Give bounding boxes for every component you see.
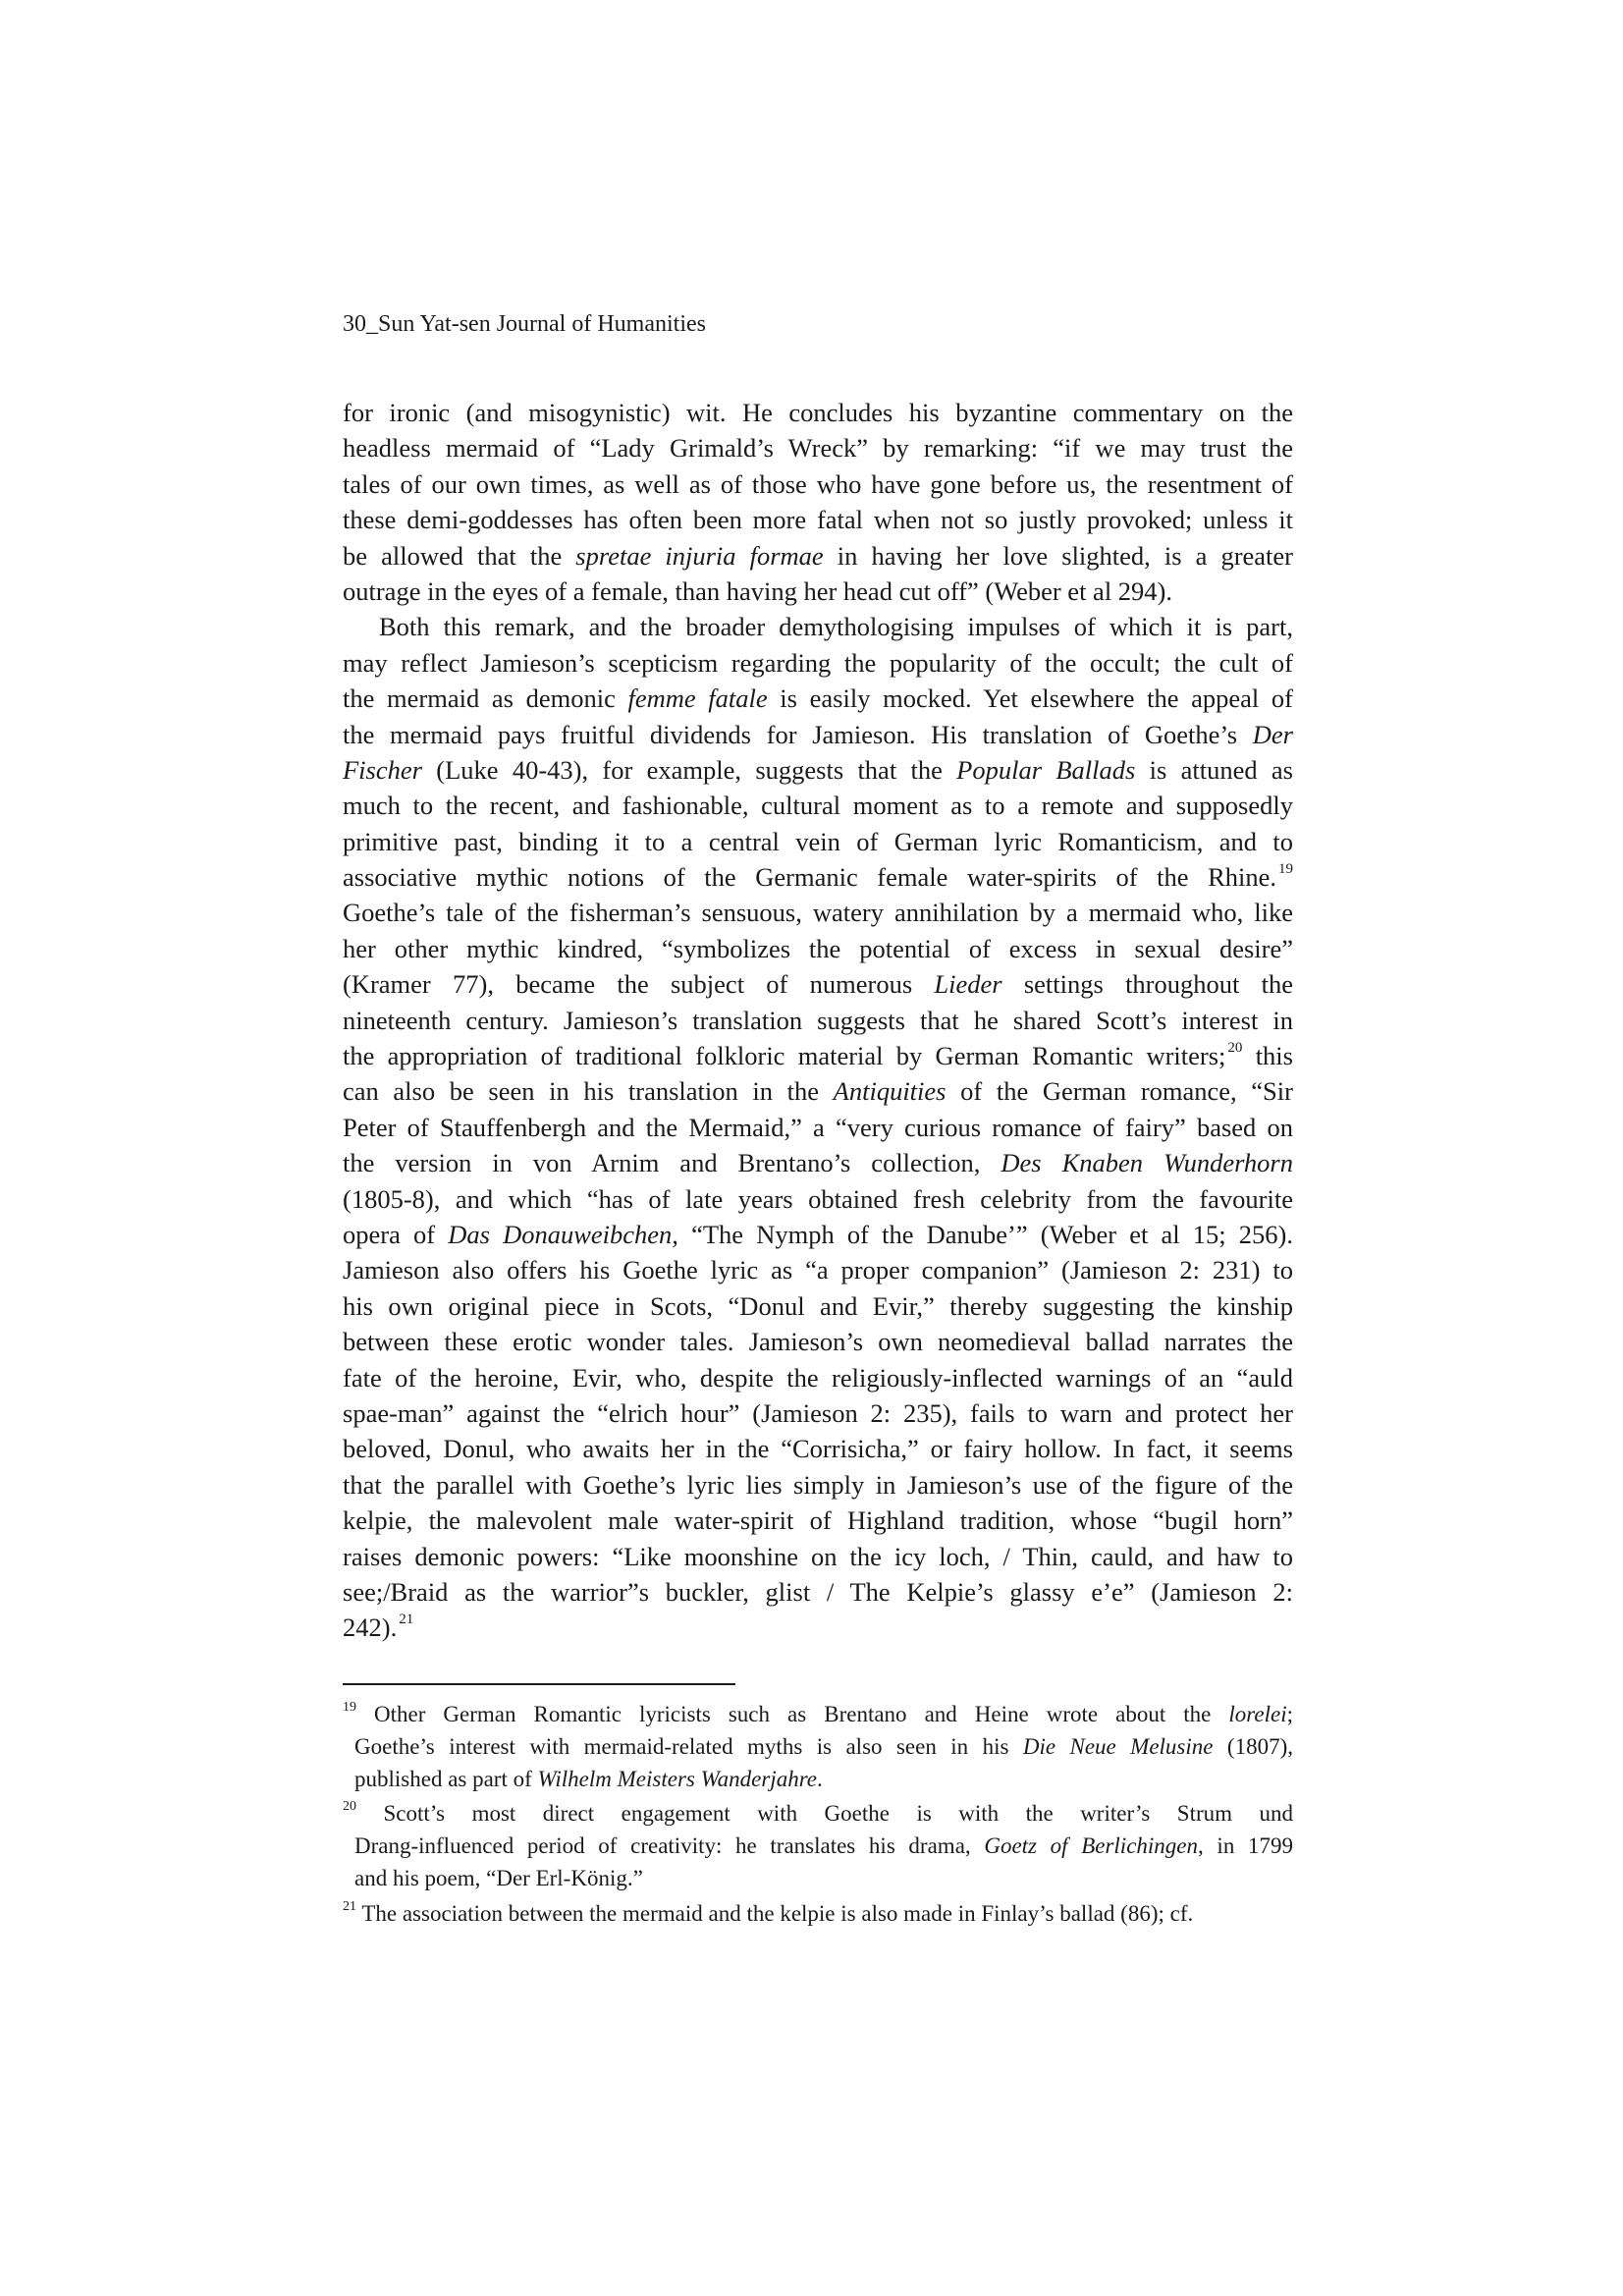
body-line: headless mermaid of “Lady Grimald’s Wreck” by remarking: “if we may trust the: [343, 433, 1293, 464]
italic-phrase: Wilhelm Meisters Wanderjahre: [537, 1766, 818, 1791]
footnote-ref-20[interactable]: 20: [1227, 1040, 1243, 1057]
body-line: outrage in the eyes of a female, than having her head cut off” (Weber et al 294).: [343, 575, 1173, 606]
body-line: 242). $^{21}$: [343, 1612, 414, 1643]
body-line: spae-man” against the “elrich hour” (Jamieson 2: 235), fails to warn and protect her: [343, 1397, 1293, 1428]
body-line: much to the recent, and fashionable, cultural moment as to a remote and supposedly: [343, 791, 1293, 821]
body-text: [343, 395, 1293, 1646]
body-line: primitive past, binding it to a central vein of German lyric Romanticism, and to: [343, 826, 1293, 856]
body-line: tales of our own times, as well as of those who have gone before us, the resentment of: [343, 468, 1293, 499]
italic-phrase: Lieder: [934, 969, 1002, 1000]
footnote-line: and his poem, “Der Erl-König.”: [354, 1865, 643, 1890]
italic-phrase: Popular Ballads: [956, 754, 1136, 785]
italic-phrase: Des Knaben Wunderhorn: [1001, 1148, 1293, 1178]
body-line: the mermaid as demonic femme fatale is easily mocked. Yet elsewhere the appeal of: [343, 683, 1293, 714]
italic-phrase: Goetz of Berlichingen: [984, 1833, 1199, 1859]
body-line: can also be seen in his translation in the Antiquities of the German romance, “Sir: [343, 1076, 1293, 1107]
italic-phrase: spretae injuria formae: [575, 540, 824, 571]
footnote-ref-21[interactable]: 21: [399, 1612, 414, 1628]
footnote-19: $^{19}$ Other German Romantic lyricists such as Brentano and Heine wrote about the lorelei;: [343, 1700, 1293, 1726]
body-line: raises demonic powers: “Like moonshine on the icy loch, / Thin, cauld, and haw to: [343, 1541, 1293, 1571]
footnote-separator: [343, 1683, 735, 1685]
footnote-ref-19[interactable]: 19: [1278, 861, 1293, 878]
footnote-21: $^{21}$ The association between the mermaid and the kelpie is also made in Finlay’s ballad (86); cf.: [343, 1898, 1194, 1926]
italic-phrase: Fischer: [343, 754, 422, 785]
body-line: her other mythic kindred, “symbolizes the potential of excess in sexual desire”: [343, 933, 1293, 963]
body-line: nineteenth century. Jamieson’s translation suggests that he shared Scott’s interest in: [343, 1005, 1293, 1035]
italic-phrase: femme fatale: [627, 683, 768, 714]
italic-phrase: Die Neue Melusine: [1022, 1733, 1214, 1759]
italic-phrase: Das Donauweibchen,: [448, 1219, 678, 1249]
body-line: (1805-8), and which “has of late years obtained fresh celebrity from the favourite: [343, 1183, 1293, 1214]
body-line: Peter of Stauffenbergh and the Mermaid,” a “very curious romance of fairy” based on: [343, 1112, 1293, 1142]
footnote-number: 21: [343, 1898, 356, 1914]
body-line: may reflect Jamieson’s scepticism regarding the popularity of the occult; the cult of: [343, 647, 1293, 678]
body-line: Goethe’s tale of the fisherman’s sensuous, watery annihilation by a mermaid who, like: [343, 898, 1293, 928]
body-line: opera of Das Donauweibchen, “The Nymph of the Danube’” (Weber et al 15; 256).: [343, 1219, 1293, 1249]
body-line: fate of the heroine, Evir, who, despite the religiously-inflected warnings of an “auld: [343, 1362, 1293, 1393]
footnote-line: published as part of Wilhelm Meisters Wanderjahre.: [354, 1766, 823, 1791]
body-line: the version in von Arnim and Brentano’s collection, Des Knaben Wunderhorn: [343, 1148, 1293, 1178]
body-line: Fischer (Luke 40-43), for example, suggests that the Popular Ballads is attuned as: [343, 754, 1293, 785]
body-line: be allowed that the spretae injuria formae in having her love slighted, is a greater: [343, 540, 1293, 571]
body-line: between these erotic wonder tales. Jamieson’s own neomedieval ballad narrates the: [343, 1327, 1293, 1357]
body-line: that the parallel with Goethe’s lyric lies simply in Jamieson’s use of the figure of the: [343, 1469, 1293, 1500]
body-line: kelpie, the malevolent male water-spirit of Highland tradition, whose “bugil horn”: [343, 1505, 1293, 1536]
body-line: the appropriation of traditional folkloric material by German Romantic writers; $^{20}$ this: [343, 1040, 1293, 1071]
body-line: see;/Braid as the warrior”s buckler, glist / The Kelpie’s glassy e’e” (Jamieson 2:: [343, 1576, 1293, 1607]
paragraph-first-line: Both this remark, and the broader demythologising impulses of which it is part,: [379, 612, 1293, 642]
body-line: these demi-goddesses has often been more fatal when not so justly provoked; unless it: [343, 505, 1293, 535]
italic-phrase: lorelei: [1228, 1702, 1287, 1726]
footnote-line: Drang-influenced period of creativity: he translates his drama, Goetz of Berlichingen, in 1799: [354, 1833, 1293, 1859]
running-head: 30_Sun Yat-sen Journal of Humanities: [343, 311, 706, 337]
italic-phrase: Der: [1252, 719, 1293, 749]
body-line: his own original piece in Scots, “Donul and Evir,” thereby suggesting the kinship: [343, 1290, 1293, 1321]
italic-phrase: Antiquities: [833, 1076, 947, 1107]
footnotes: [343, 1699, 1293, 1931]
footnote-line: Goethe’s interest with mermaid-related myths is also seen in his Die Neue Melusine (1807),: [354, 1733, 1293, 1759]
footnote-20: $^{20}$ Scott’s most direct engagement with Goethe is with the writer’s Strum und: [343, 1799, 1293, 1827]
footnote-number: 19: [343, 1700, 356, 1715]
body-line: associative mythic notions of the Germanic female water-spirits of the Rhine. $^{19}$: [343, 861, 1293, 893]
body-line: (Kramer 77), became the subject of numerous Lieder settings throughout the: [343, 969, 1293, 1000]
body-line: the mermaid pays fruitful dividends for Jamieson. His translation of Goethe’s Der: [343, 719, 1293, 749]
footnote-number: 20: [343, 1799, 356, 1815]
body-line: beloved, Donul, who awaits her in the “Corrisicha,” or fairy hollow. In fact, it seems: [343, 1434, 1293, 1464]
body-line: Jamieson also offers his Goethe lyric as “a proper companion” (Jamieson 2: 231) to: [343, 1255, 1293, 1285]
body-line: for ironic (and misogynistic) wit. He concludes his byzantine commentary on the: [343, 398, 1293, 427]
